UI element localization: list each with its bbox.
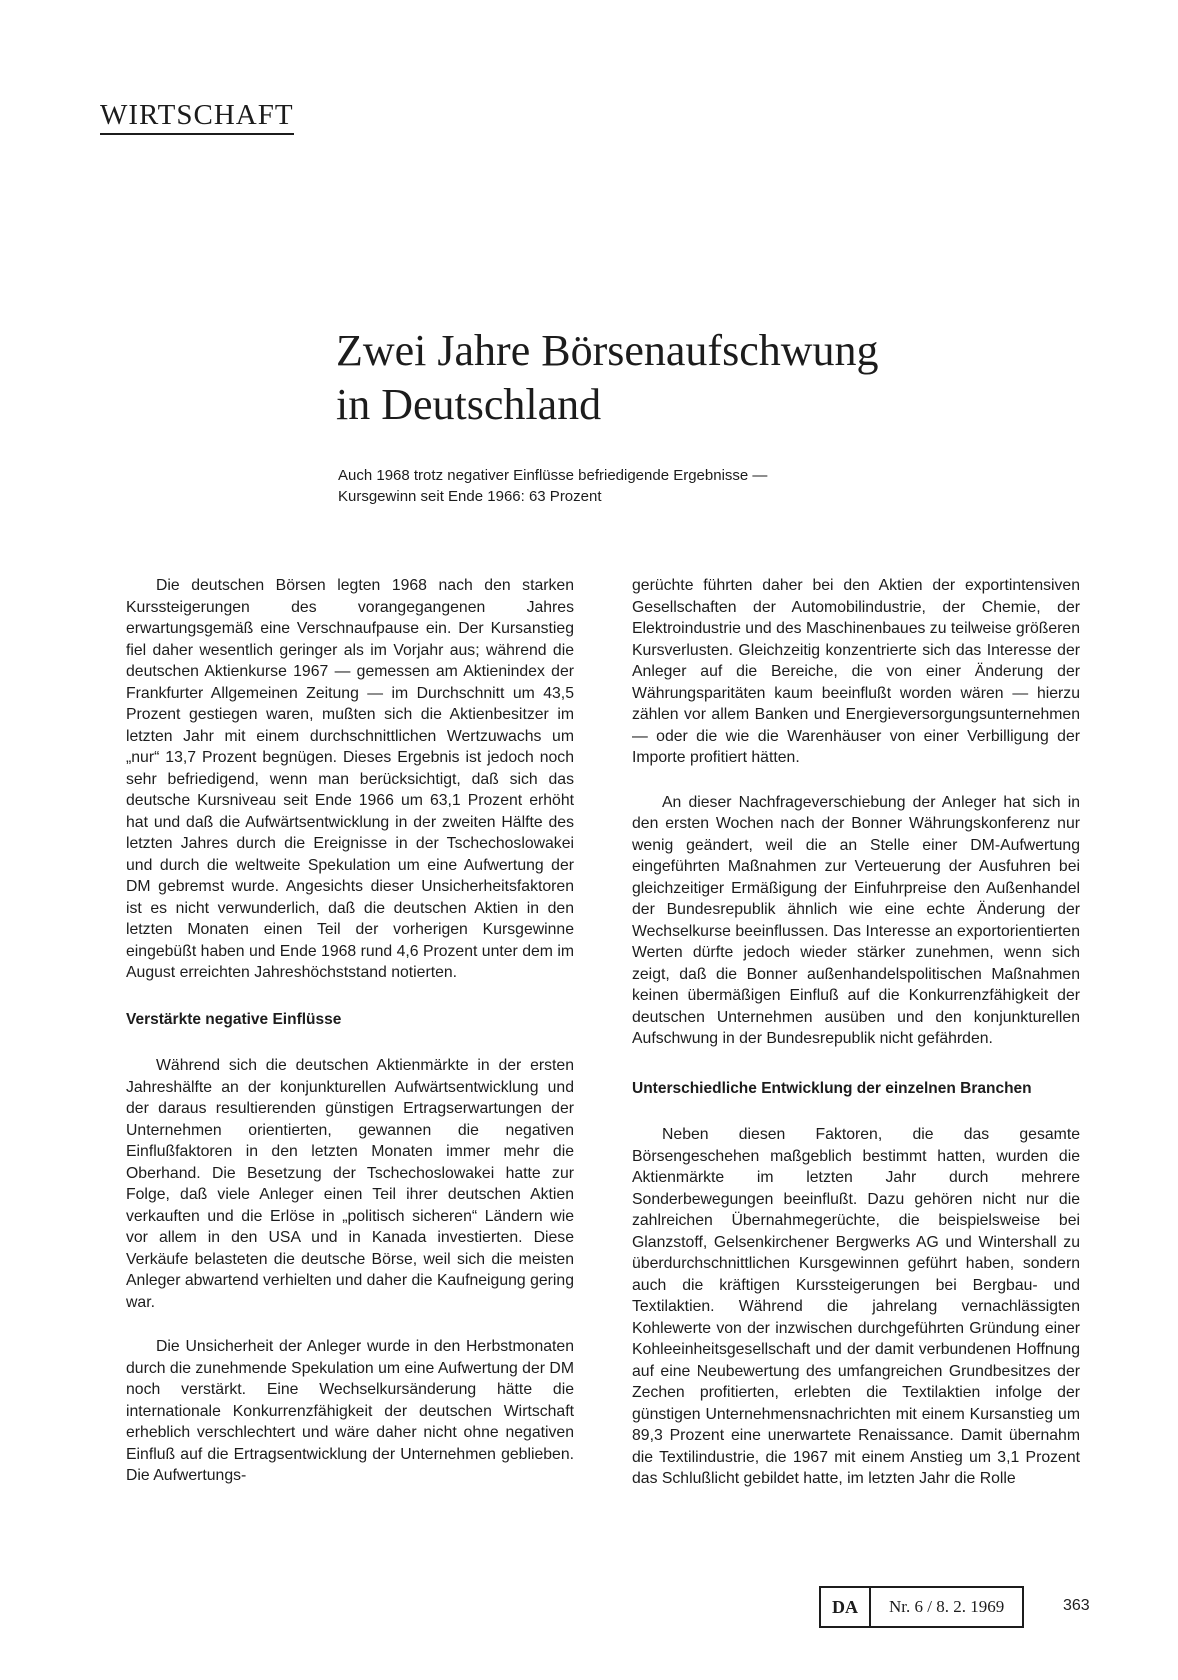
left-paragraph-2: Während sich die deutschen Aktienmärkte in der ersten Jahreshälfte an der konjunkturellen Aufwärtsentwicklung und der daraus resultierenden günstigen Ertragserwartungen der Unternehmen orientierten, gewannen die negativen Einflußfaktoren in den letzten Monaten immer mehr die Oberhand. Die Besetzung der Tschechoslowakei hatte zur Folge, daß viele Anleger einen Teil ihrer deutschen Aktien verkauften und die Erlöse in „politisch sicheren“ Ländern wie vor allem in den USA und in Kanada investierten. Diese Verkäufe belasteten die deutsche Börse, weil sich die meisten Anleger abwartend verhielten und daher die Kaufneigung gering war.: [126, 1057, 574, 1311]
issue-footer: [819, 1586, 1024, 1628]
left-section-heading: Verstärkte negative Einflüsse: [126, 1010, 342, 1028]
section-label: WIRTSCHAFT: [100, 100, 294, 135]
article-subtitle: [338, 465, 898, 507]
right-paragraph-3: Neben diesen Faktoren, die das gesamte Börsengeschehen maßgeblich bestimmt hatten, wurden die Aktienmärkte im letzten Jahr durch mehrere Sonderbewegungen beeinflußt. Dazu gehören nicht nur die zahlreichen Übernahmegerüchte, die beispielsweise bei Glanzstoff, Gelsenkirchener Bergwerks AG und Wintershall zu überdurchschnittlichen Kursgewinnen geführt haben, sondern auch die kräftigen Kurssteigerungen bei Bergbau- und Textilaktien. Während die jahrelang vernachlässigten Kohlewerte von der inzwischen durchgeführten Gründung einer Kohleeinheitsgesellschaft und der damit verbundenen Hoffnung auf eine Neubewertung des umfangreichen Grundbesitzes der Zechen profitierten, erlebten die Textilaktien infolge der günstigen Unternehmensnachrichten mit einem Kursanstieg um 89,3 Prozent eine unerwartete Renaissance. Damit übernahm die Textilindustrie, die 1967 mit einem Anstieg um 3,1 Prozent das Schlußlicht gebildet hatte, im letzten Jahr die Rolle: [632, 1126, 1080, 1487]
right-section-heading: Unterschiedliche Entwicklung der einzelnen Branchen: [632, 1079, 1032, 1097]
issue-info: Nr. 6 / 8. 2. 1969: [889, 1597, 1005, 1616]
left-paragraph-1: Die deutschen Börsen legten 1968 nach den starken Kurssteigerungen des vorangegangenen Jahres erwartungsgemäß eine Verschnaufpause ein. Der Kursanstieg fiel daher wesentlich geringer als im Vorjahr aus; während die deutschen Aktienkurse 1967 — gemessen am Aktienindex der Frankfurter Allgemeinen Zeitung — im Durchschnitt um 43,5 Prozent gestiegen waren, mußten sich die Aktienbesitzer im letzten Jahr mit einem durchschnittlichen Wertzuwachs um „nur“ 13,7 Prozent begnügen. Dieses Ergebnis ist jedoch noch sehr befriedigend, wenn man berücksichtigt, daß sich das deutsche Kursniveau seit Ende 1966 um 63,1 Prozent erhöht hat und daß die Aufwärtsentwicklung in der zweiten Hälfte des letzten Jahres durch die Ereignisse in der Tschechoslowakei und durch die weltweite Spekulation um eine Aufwertung der DM gebremst wurde. Angesichts dieser Unsicherheitsfaktoren ist es nicht verwunderlich, daß die deutschen Aktien in den letzten Monaten einen Teil der vorherigen Kursgewinne eingebüßt haben und Ende 1968 rund 4,6 Prozent unter dem im August erreichten Jahreshöchststand notierten.: [126, 577, 574, 981]
title-line-2: in Deutschland: [336, 380, 602, 429]
right-paragraph-1: gerüchte führten daher bei den Aktien der exportintensiven Gesellschaften der Automobilindustrie, der Chemie, der Elektroindustrie und des Maschinenbaues zu teilweise größeren Kursverlusten. Gleichzeitig konzentrierte sich das Interesse der Anleger auf die Bereiche, die von einer Änderung der Währungsparitäten kaum beeinflußt worden wären — hierzu zählen vor allem Banken und Energieversorgungsunternehmen — oder die wie die Warenhäuser von einer Verbilligung der Importe profitiert hätten.: [632, 577, 1080, 766]
left-column: [126, 575, 574, 1510]
page-number: 363: [1063, 1597, 1090, 1614]
title-line-1: Zwei Jahre Börsenaufschwung: [336, 326, 879, 375]
article-title: [336, 324, 1056, 432]
subtitle-line-2: Kursgewinn seit Ende 1966: 63 Prozent: [338, 488, 602, 505]
left-paragraph-3: Die Unsicherheit der Anleger wurde in den Herbstmonaten durch die zunehmende Spekulation um eine Aufwertung der DM noch verstärkt. Eine Wechselkursänderung hätte die internationale Konkurrenzfähigkeit der deutschen Wirtschaft erheblich verschlechtert und wäre daher nicht ohne negativen Einfluß auf die Ertragsentwicklung der Unternehmen geblieben. Die Aufwertungs-: [126, 1338, 574, 1484]
right-column: [632, 575, 1080, 1513]
right-paragraph-2: An dieser Nachfrageverschiebung der Anleger hat sich in den ersten Wochen nach der Bonner Währungskonferenz nur wenig geändert, weil die an Stelle einer DM-Aufwertung eingeführten Maßnahmen zur Verteuerung der Ausfuhren bei gleichzeitiger Ermäßigung der Einfuhrpreise den Außenhandel der Bundesrepublik ähnlich wie eine echte Änderung der Wechselkurse beeinflussen. Das Interesse an exportorientierten Werten dürfte jedoch wieder stärker zunehmen, wenn sich zeigt, daß die Bonner außenhandelspolitischen Maßnahmen keinen übermäßigen Einfluß auf die Konkurrenzfähigkeit der deutschen Unternehmen ausüben und den konjunkturellen Aufschwung in der Bundesrepublik nicht gefährden.: [632, 793, 1080, 1047]
magazine-logo: DA: [821, 1588, 871, 1626]
subtitle-line-1: Auch 1968 trotz negativer Einflüsse befriedigende Ergebnisse —: [338, 467, 768, 484]
